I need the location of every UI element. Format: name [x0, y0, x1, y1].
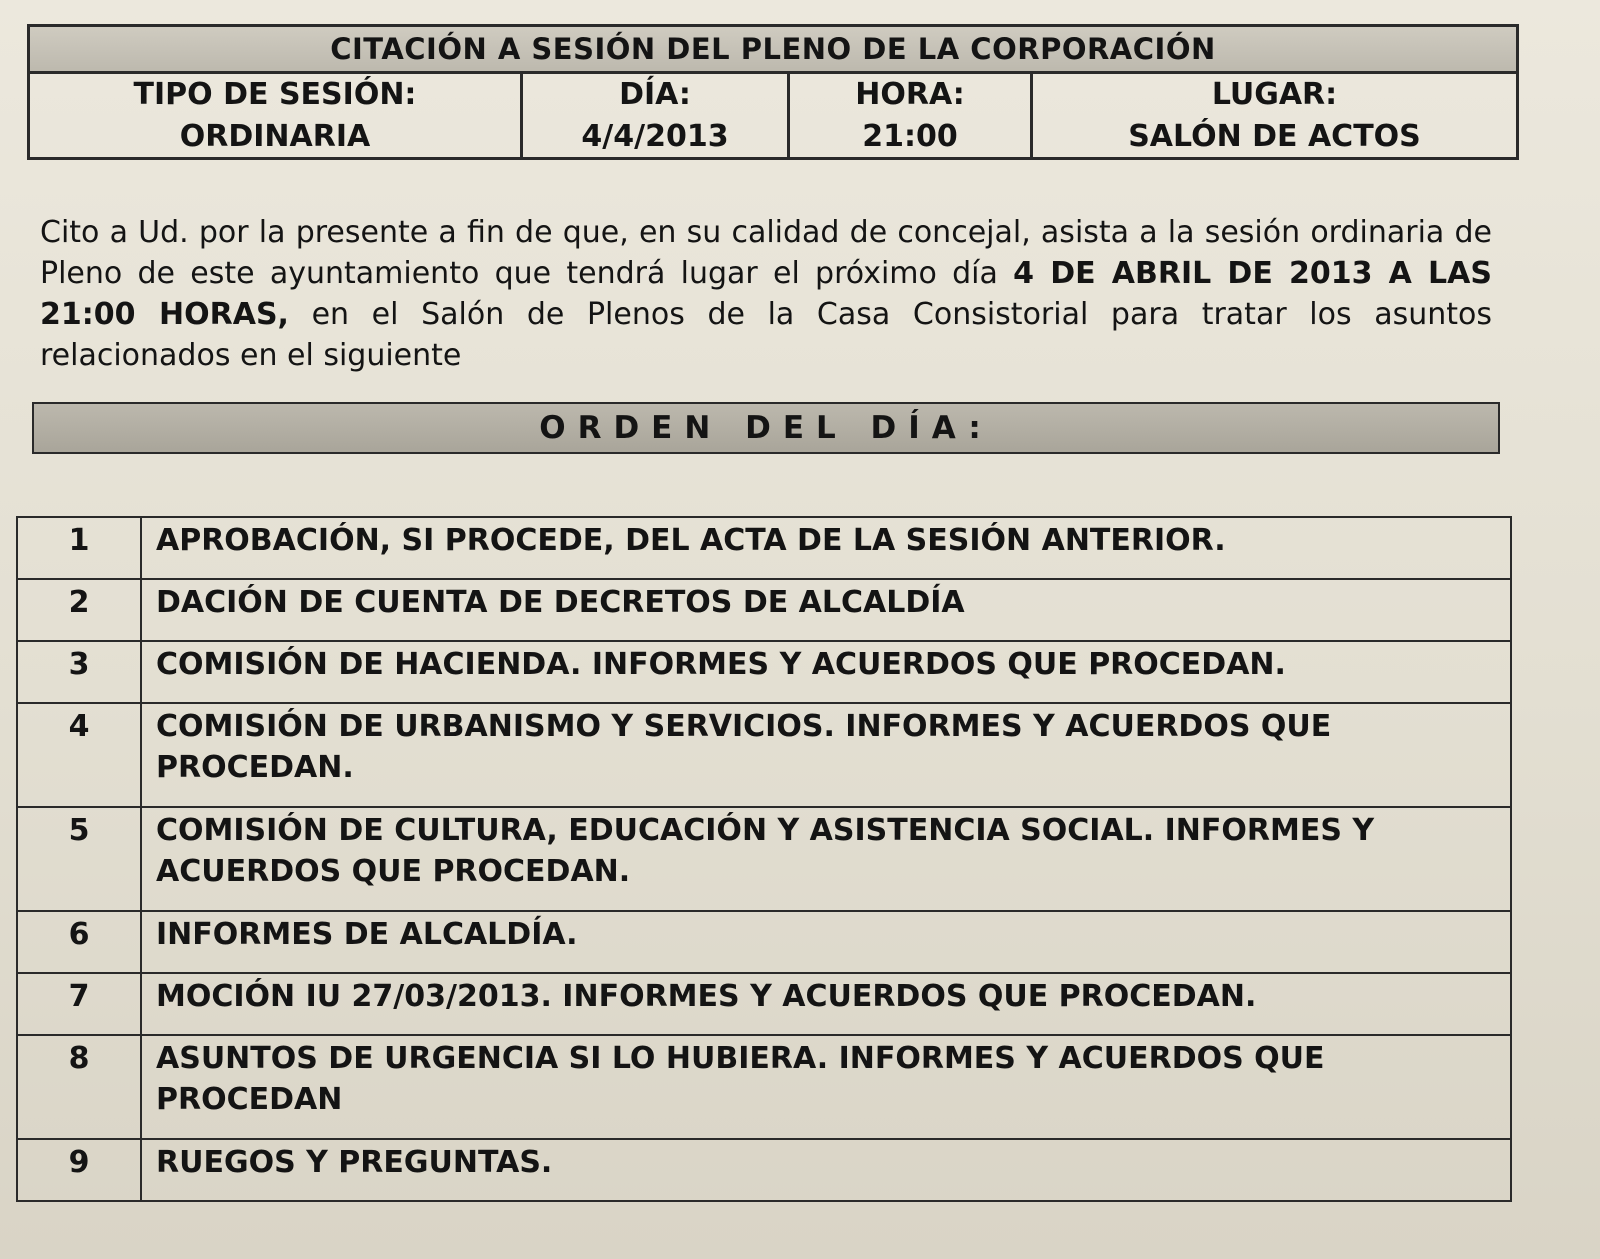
agenda-item-number: 6: [17, 911, 141, 973]
agenda-row: [17, 973, 1511, 1035]
agenda-row: [17, 517, 1511, 579]
agenda-item-number: 9: [17, 1139, 141, 1201]
agenda-item-number: 7: [17, 973, 141, 1035]
agenda-item-number: 2: [17, 579, 141, 641]
session-day-cell: [523, 74, 790, 157]
agenda-item-number: 1: [17, 517, 141, 579]
agenda-item-number: 5: [17, 807, 141, 911]
session-place-label: LUGAR:: [1211, 76, 1338, 112]
document-title: CITACIÓN A SESIÓN DEL PLENO DE LA CORPORACIÓN: [30, 27, 1516, 74]
session-details: [30, 74, 1516, 157]
session-day-value: 4/4/2013: [581, 118, 729, 154]
agenda-row: [17, 703, 1511, 807]
agenda-table: [16, 516, 1512, 1202]
agenda-item-text: RUEGOS Y PREGUNTAS.: [141, 1139, 1511, 1201]
agenda-row: [17, 807, 1511, 911]
session-time-value: 21:00: [862, 118, 958, 154]
agenda-item-text: COMISIÓN DE CULTURA, EDUCACIÓN Y ASISTENCIA SOCIAL. INFORMES Y ACUERDOS QUE PROCEDAN.: [141, 807, 1511, 911]
session-time-cell: [790, 74, 1033, 157]
session-type-value: ORDINARIA: [179, 118, 371, 154]
agenda-heading: ORDEN DEL DÍA:: [32, 402, 1500, 454]
agenda-item-text: MOCIÓN IU 27/03/2013. INFORMES Y ACUERDOS QUE PROCEDAN.: [141, 973, 1511, 1035]
agenda-item-text: ASUNTOS DE URGENCIA SI LO HUBIERA. INFORMES Y ACUERDOS QUE PROCEDAN: [141, 1035, 1511, 1139]
agenda-item-text: COMISIÓN DE URBANISMO Y SERVICIOS. INFORMES Y ACUERDOS QUE PROCEDAN.: [141, 703, 1511, 807]
session-day-label: DÍA:: [619, 76, 691, 112]
agenda-item-number: 3: [17, 641, 141, 703]
invitation-text-end: en el Salón de Plenos de la Casa Consistorial para tratar los asuntos relacionados en el siguiente: [40, 297, 1493, 373]
session-place-value: SALÓN DE ACTOS: [1128, 118, 1421, 154]
session-type-label: TIPO DE SESIÓN:: [133, 76, 417, 112]
invitation-text-start: Cito a Ud. por la presente a fin de que, en su calidad de concejal, asista a la sesión ordinaria de Pleno de este ayuntamiento que tendrá lugar el próximo día: [40, 215, 1492, 291]
agenda-row: [17, 579, 1511, 641]
agenda-row: [17, 641, 1511, 703]
agenda-item-number: 4: [17, 703, 141, 807]
session-type-cell: [30, 74, 523, 157]
session-time-label: HORA:: [855, 76, 965, 112]
agenda-item-number: 8: [17, 1035, 141, 1139]
agenda-item-text: DACIÓN DE CUENTA DE DECRETOS DE ALCALDÍA: [141, 579, 1511, 641]
agenda-item-text: COMISIÓN DE HACIENDA. INFORMES Y ACUERDOS QUE PROCEDAN.: [141, 641, 1511, 703]
session-place-cell: [1033, 74, 1516, 157]
agenda-item-text: INFORMES DE ALCALDÍA.: [141, 911, 1511, 973]
agenda-row: [17, 911, 1511, 973]
invitation-paragraph: [40, 212, 1492, 376]
agenda-row: [17, 1035, 1511, 1139]
invitation-date-time: 4 DE ABRIL DE 2013 A LAS 21:00 HORAS,: [40, 256, 1492, 332]
session-header: [27, 24, 1519, 160]
agenda-row: [17, 1139, 1511, 1201]
agenda-item-text: APROBACIÓN, SI PROCEDE, DEL ACTA DE LA SESIÓN ANTERIOR.: [141, 517, 1511, 579]
